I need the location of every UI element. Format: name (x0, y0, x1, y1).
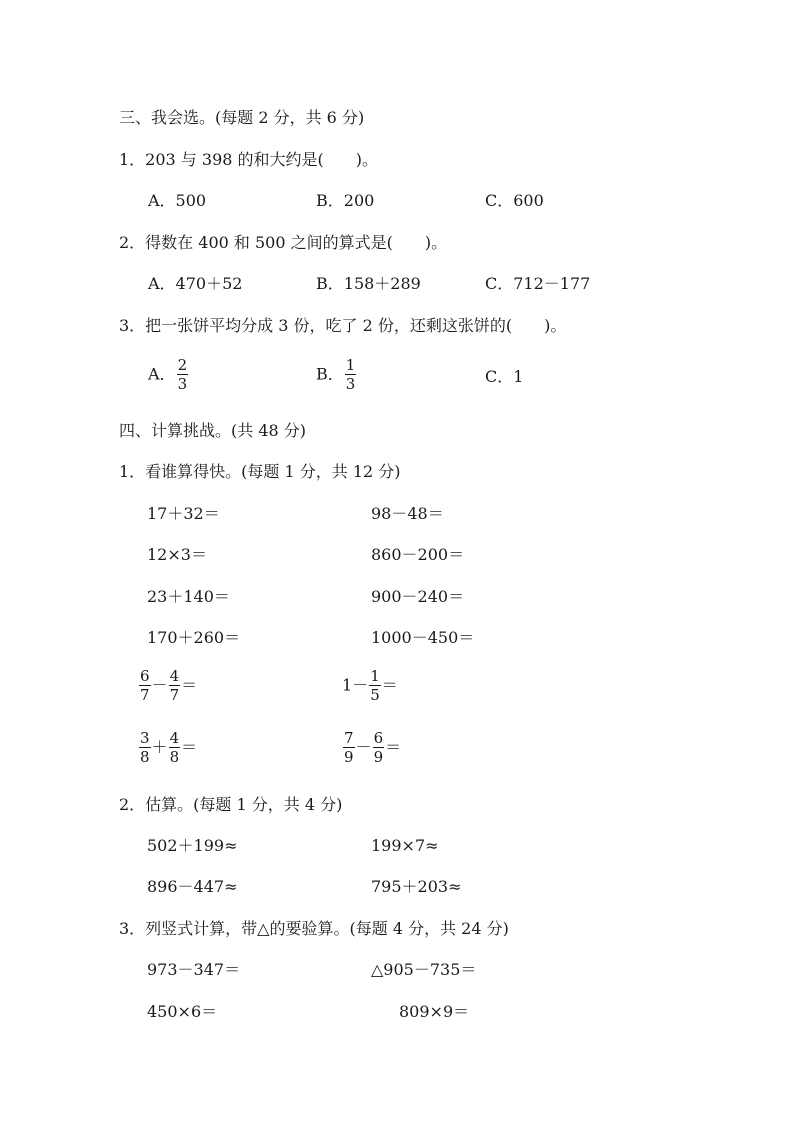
denominator: 9 (344, 748, 354, 766)
fraction-calc-3 (138, 729, 197, 766)
denominator: 3 (345, 375, 356, 393)
denominator: 7 (169, 686, 180, 704)
numerator: 2 (177, 356, 188, 374)
q1-option-b: B．200 (316, 191, 375, 210)
question-2-stem: 2．得数在 400 和 500 之间的算式是( )。 (119, 233, 448, 252)
fraction (373, 729, 385, 766)
fraction-calc-1 (138, 667, 197, 704)
estimate-3: 896－447≈ (147, 877, 238, 896)
numerator: 7 (344, 729, 354, 747)
q3-option-a (148, 356, 189, 393)
vertical-calc-1: 973－347＝ (147, 960, 241, 979)
vertical-calc-2: △905－735＝ (371, 960, 477, 979)
fraction (169, 667, 181, 704)
numerator: 4 (169, 667, 180, 685)
q1-option-a: A．500 (148, 191, 207, 210)
numerator: 6 (140, 667, 150, 685)
vertical-calc-3: 450×6＝ (147, 1002, 218, 1021)
denominator: 3 (177, 375, 188, 393)
calc-1-5: 23＋140＝ (147, 587, 230, 606)
q3-option-b (316, 356, 357, 393)
numerator: 6 (373, 729, 384, 747)
fraction (139, 667, 151, 704)
q2-option-a: A．470＋52 (148, 274, 243, 293)
q1-option-c: C．600 (485, 191, 544, 210)
calc-1-6: 900－240＝ (371, 587, 465, 606)
numerator: 4 (169, 729, 180, 747)
fraction (177, 356, 189, 393)
operator: － (355, 737, 372, 757)
whole-number: 1 (342, 675, 353, 695)
part-3-title: 3．列竖式计算，带△的要验算。(每题 4 分，共 24 分) (119, 919, 509, 938)
denominator: 9 (373, 748, 384, 766)
estimate-2: 199×7≈ (371, 836, 439, 855)
numerator: 1 (345, 356, 356, 374)
operator: － (352, 675, 369, 695)
q2-option-c: C．712－177 (485, 274, 591, 293)
equals-sign: ＝ (385, 737, 402, 757)
calc-1-4: 860－200＝ (371, 545, 465, 564)
fraction (345, 356, 357, 393)
calc-1-7: 170＋260＝ (147, 628, 241, 647)
fraction (343, 729, 355, 766)
equals-sign: ＝ (381, 675, 398, 695)
fraction-calc-2 (342, 667, 398, 704)
calc-1-8: 1000－450＝ (371, 628, 475, 647)
section3-heading: 三、我会选。(每题 2 分，共 6 分) (119, 108, 365, 127)
q3-option-c: C．1 (485, 367, 524, 386)
denominator: 8 (140, 748, 150, 766)
calc-1-1: 17＋32＝ (147, 504, 220, 523)
vertical-calc-4: 809×9＝ (399, 1002, 470, 1021)
denominator: 7 (140, 686, 150, 704)
estimate-1: 502＋199≈ (147, 836, 238, 855)
denominator: 5 (370, 686, 380, 704)
section4-heading: 四、计算挑战。(共 48 分) (119, 421, 307, 440)
part-1-title: 1．看谁算得快。(每题 1 分，共 12 分) (119, 462, 401, 481)
operator: － (151, 675, 168, 695)
question-3-stem: 3．把一张饼平均分成 3 份，吃了 2 份，还剩这张饼的( )。 (119, 316, 567, 335)
part-2-title: 2．估算。(每题 1 分，共 4 分) (119, 795, 343, 814)
numerator: 3 (140, 729, 150, 747)
q3-option-a-label: A． (148, 364, 176, 384)
equals-sign: ＝ (181, 737, 198, 757)
fraction (369, 667, 381, 704)
question-1-stem: 1．203 与 398 的和大约是( )。 (119, 150, 379, 169)
q2-option-b: B．158＋289 (316, 274, 421, 293)
calc-1-2: 98－48＝ (371, 504, 444, 523)
fraction (139, 729, 151, 766)
equals-sign: ＝ (181, 675, 198, 695)
fraction (169, 729, 181, 766)
q3-option-b-label: B． (316, 364, 344, 384)
numerator: 1 (370, 667, 380, 685)
denominator: 8 (169, 748, 180, 766)
estimate-4: 795＋203≈ (371, 877, 462, 896)
operator: ＋ (151, 737, 168, 757)
fraction-calc-4 (342, 729, 401, 766)
calc-1-3: 12×3＝ (147, 545, 207, 564)
